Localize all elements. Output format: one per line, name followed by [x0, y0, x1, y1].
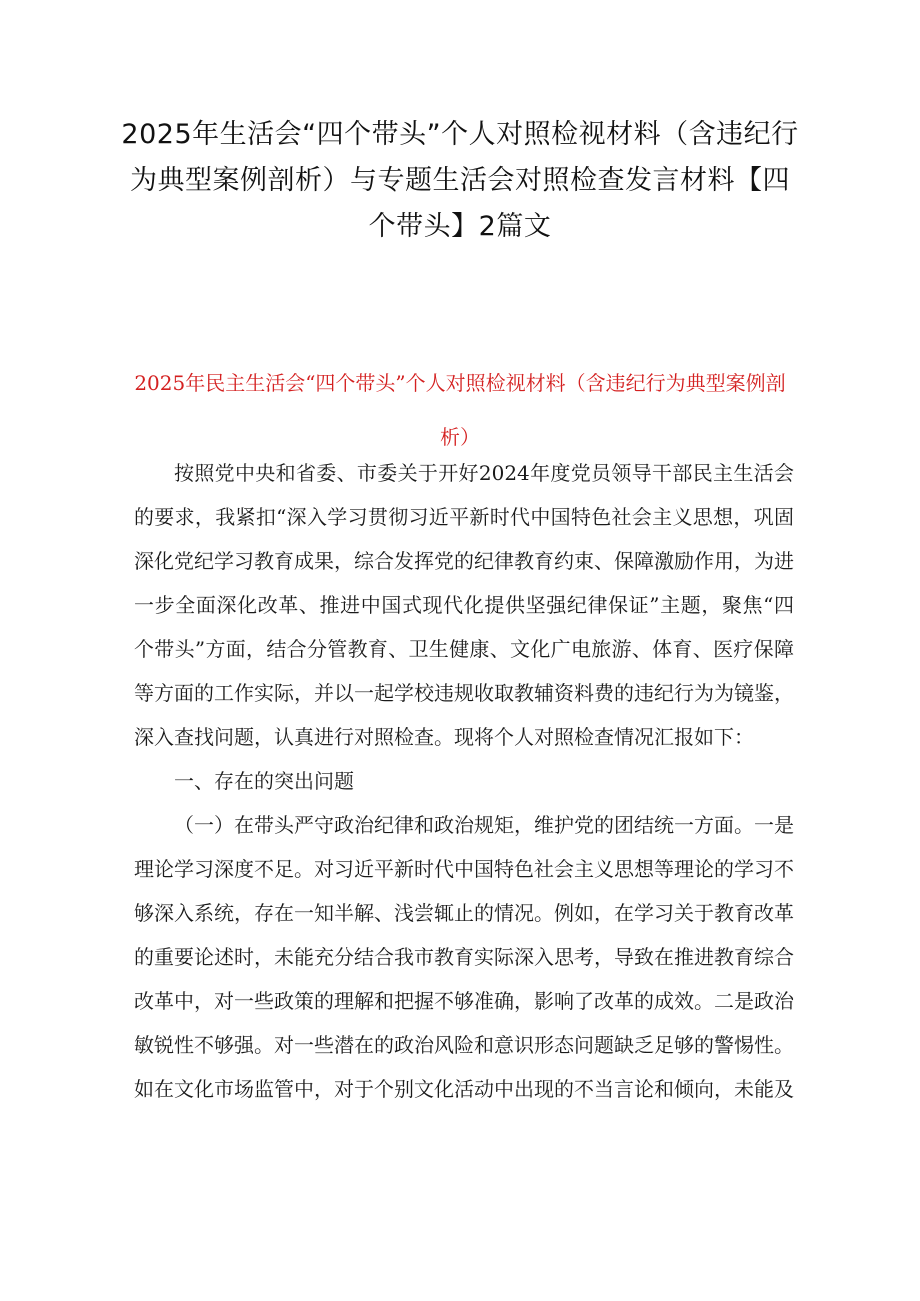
- document-title: 2025年生活会“四个带头”个人对照检视材料（含违纪行为典型案例剖析）与专题生活会对照检查发言材料【四个带头】2篇文: [121, 119, 799, 242]
- intro-paragraph: 按照党中央和省委、市委关于开好2024年度党员领导干部民主生活会的要求，我紧扣“深入学习贯彻习近平新时代中国特色社会主义思想，巩固深化党纪学习教育成果，综合发挥党的纪律教育约束、保障激励作用，为进一步全面深化改革、推进中国式现代化提供坚强纪律保证”主题，聚焦“四个带头”方面，结合分管教育、卫生健康、文化广电旅游、体育、医疗保障等方面的工作实际，并以一起学校违规收取教辅资料费的违纪行为为镜鉴，深入查找问题，认真进行对照检查。现将个人对照检查情况汇报如下：: [134, 461, 794, 749]
- section-title: 2025年民主生活会“四个带头”个人对照检视材料（含违纪行为典型案例剖析）: [134, 371, 786, 449]
- problem-paragraph-1: （一）在带头严守政治纪律和政治规矩，维护党的团结统一方面。一是理论学习深度不足。对习近平新时代中国特色社会主义思想等理论的学习不够深入系统，存在一知半解、浅尝辄止的情况。例如，在学习关于教育改革的重要论述时，未能充分结合我市教育实际深入思考，导致在推进教育综合改革中，对一些政策的理解和把握不够准确，影响了改革的成效。二是政治敏锐性不够强。对一些潜在的政治风险和意识形态问题缺乏足够的警惕性。如在文化市场监管中，对于个别文化活动中出现的不当言论和倾向，未能及: [134, 813, 794, 1101]
- heading-existing-problems: 一、存在的突出问题: [174, 769, 354, 793]
- document-body: [134, 451, 794, 1111]
